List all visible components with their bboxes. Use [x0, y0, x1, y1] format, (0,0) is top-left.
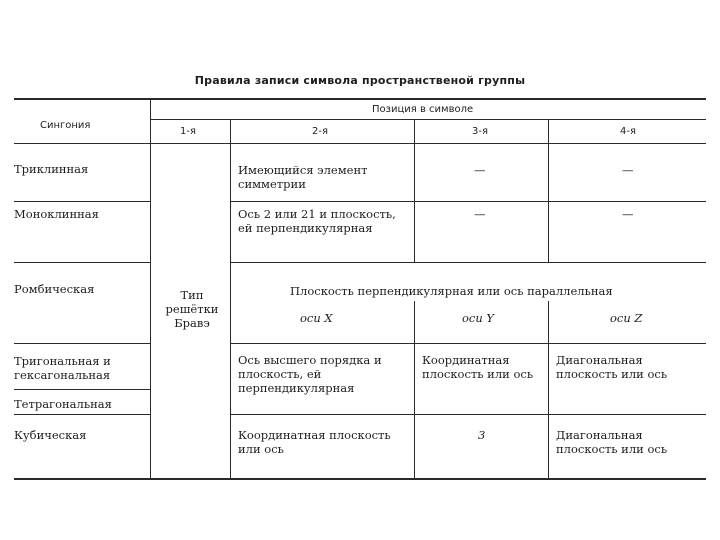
row-rule: [230, 201, 706, 202]
cell-rhombic-span: Плоскость перпендикулярная или ось параллельная: [290, 284, 613, 298]
row-label-triclinic: Триклинная: [14, 162, 89, 176]
position-header-rule: [150, 119, 706, 120]
row-label-cubic: Кубическая: [14, 428, 87, 442]
bottom-rule: [14, 478, 706, 480]
row-rule: [14, 414, 150, 415]
cell-triclinic-4: —: [622, 163, 634, 177]
header-position-1: 1-я: [180, 126, 196, 137]
header-position-2: 2-я: [312, 126, 328, 137]
table-title: Правила записи символа пространственой группы: [194, 74, 526, 87]
top-rule: [14, 98, 706, 100]
row-label-tetragonal: Тетрагональная: [14, 397, 112, 411]
header-position: Позиция в символе: [372, 104, 474, 115]
bravais-lattice-cell: Тип решётки Бравэ: [165, 288, 219, 330]
cell-rhombic-3: оси Y: [462, 311, 495, 325]
cell-monoclinic-2: Ось 2 или 21 и плоскость, ей перпендикулярная: [238, 207, 396, 235]
row-label-trigonal: Тригональная и гексагональная: [14, 354, 111, 382]
cell-triclinic-2: Имеющийся элемент симметрии: [238, 163, 368, 191]
col-rule: [230, 120, 231, 478]
col-rule: [150, 99, 151, 478]
cell-cubic-3: 3: [478, 428, 486, 442]
cell-rhombic-2: оси X: [300, 311, 333, 325]
col-rule: [414, 143, 415, 262]
row-rule: [230, 414, 706, 415]
header-syngony: Сингония: [40, 120, 91, 131]
row-rule: [14, 201, 150, 202]
row-rule: [230, 262, 706, 263]
cell-monoclinic-4: —: [622, 207, 634, 221]
col-rule: [548, 120, 549, 143]
cell-cubic-2: Координатная плоскость или ось: [238, 428, 391, 456]
cell-rhombic-4: оси Z: [610, 311, 643, 325]
col-rule: [548, 143, 549, 262]
header-position-4: 4-я: [620, 126, 636, 137]
cell-triclinic-3: —: [474, 163, 486, 177]
cell-monoclinic-3: —: [474, 207, 486, 221]
row-label-rhombic: Ромбическая: [14, 282, 95, 296]
row-rule: [14, 389, 150, 390]
cell-cubic-4: Диагональная плоскость или ось: [556, 428, 668, 456]
cell-trigonal-2: Ось высшего порядка и плоскость, ей перпендикулярная: [238, 353, 382, 395]
row-rule: [14, 262, 150, 263]
col-rule: [414, 120, 415, 143]
cell-trigonal-3: Координатная плоскость или ось: [422, 353, 534, 381]
col-rule: [548, 301, 549, 478]
header-bottom-rule: [14, 143, 706, 144]
col-rule: [414, 301, 415, 478]
row-label-monoclinic: Моноклинная: [14, 207, 99, 221]
header-position-3: 3-я: [472, 126, 488, 137]
cell-trigonal-4: Диагональная плоскость или ось: [556, 353, 668, 381]
row-rule: [230, 343, 706, 344]
row-rule: [14, 343, 150, 344]
